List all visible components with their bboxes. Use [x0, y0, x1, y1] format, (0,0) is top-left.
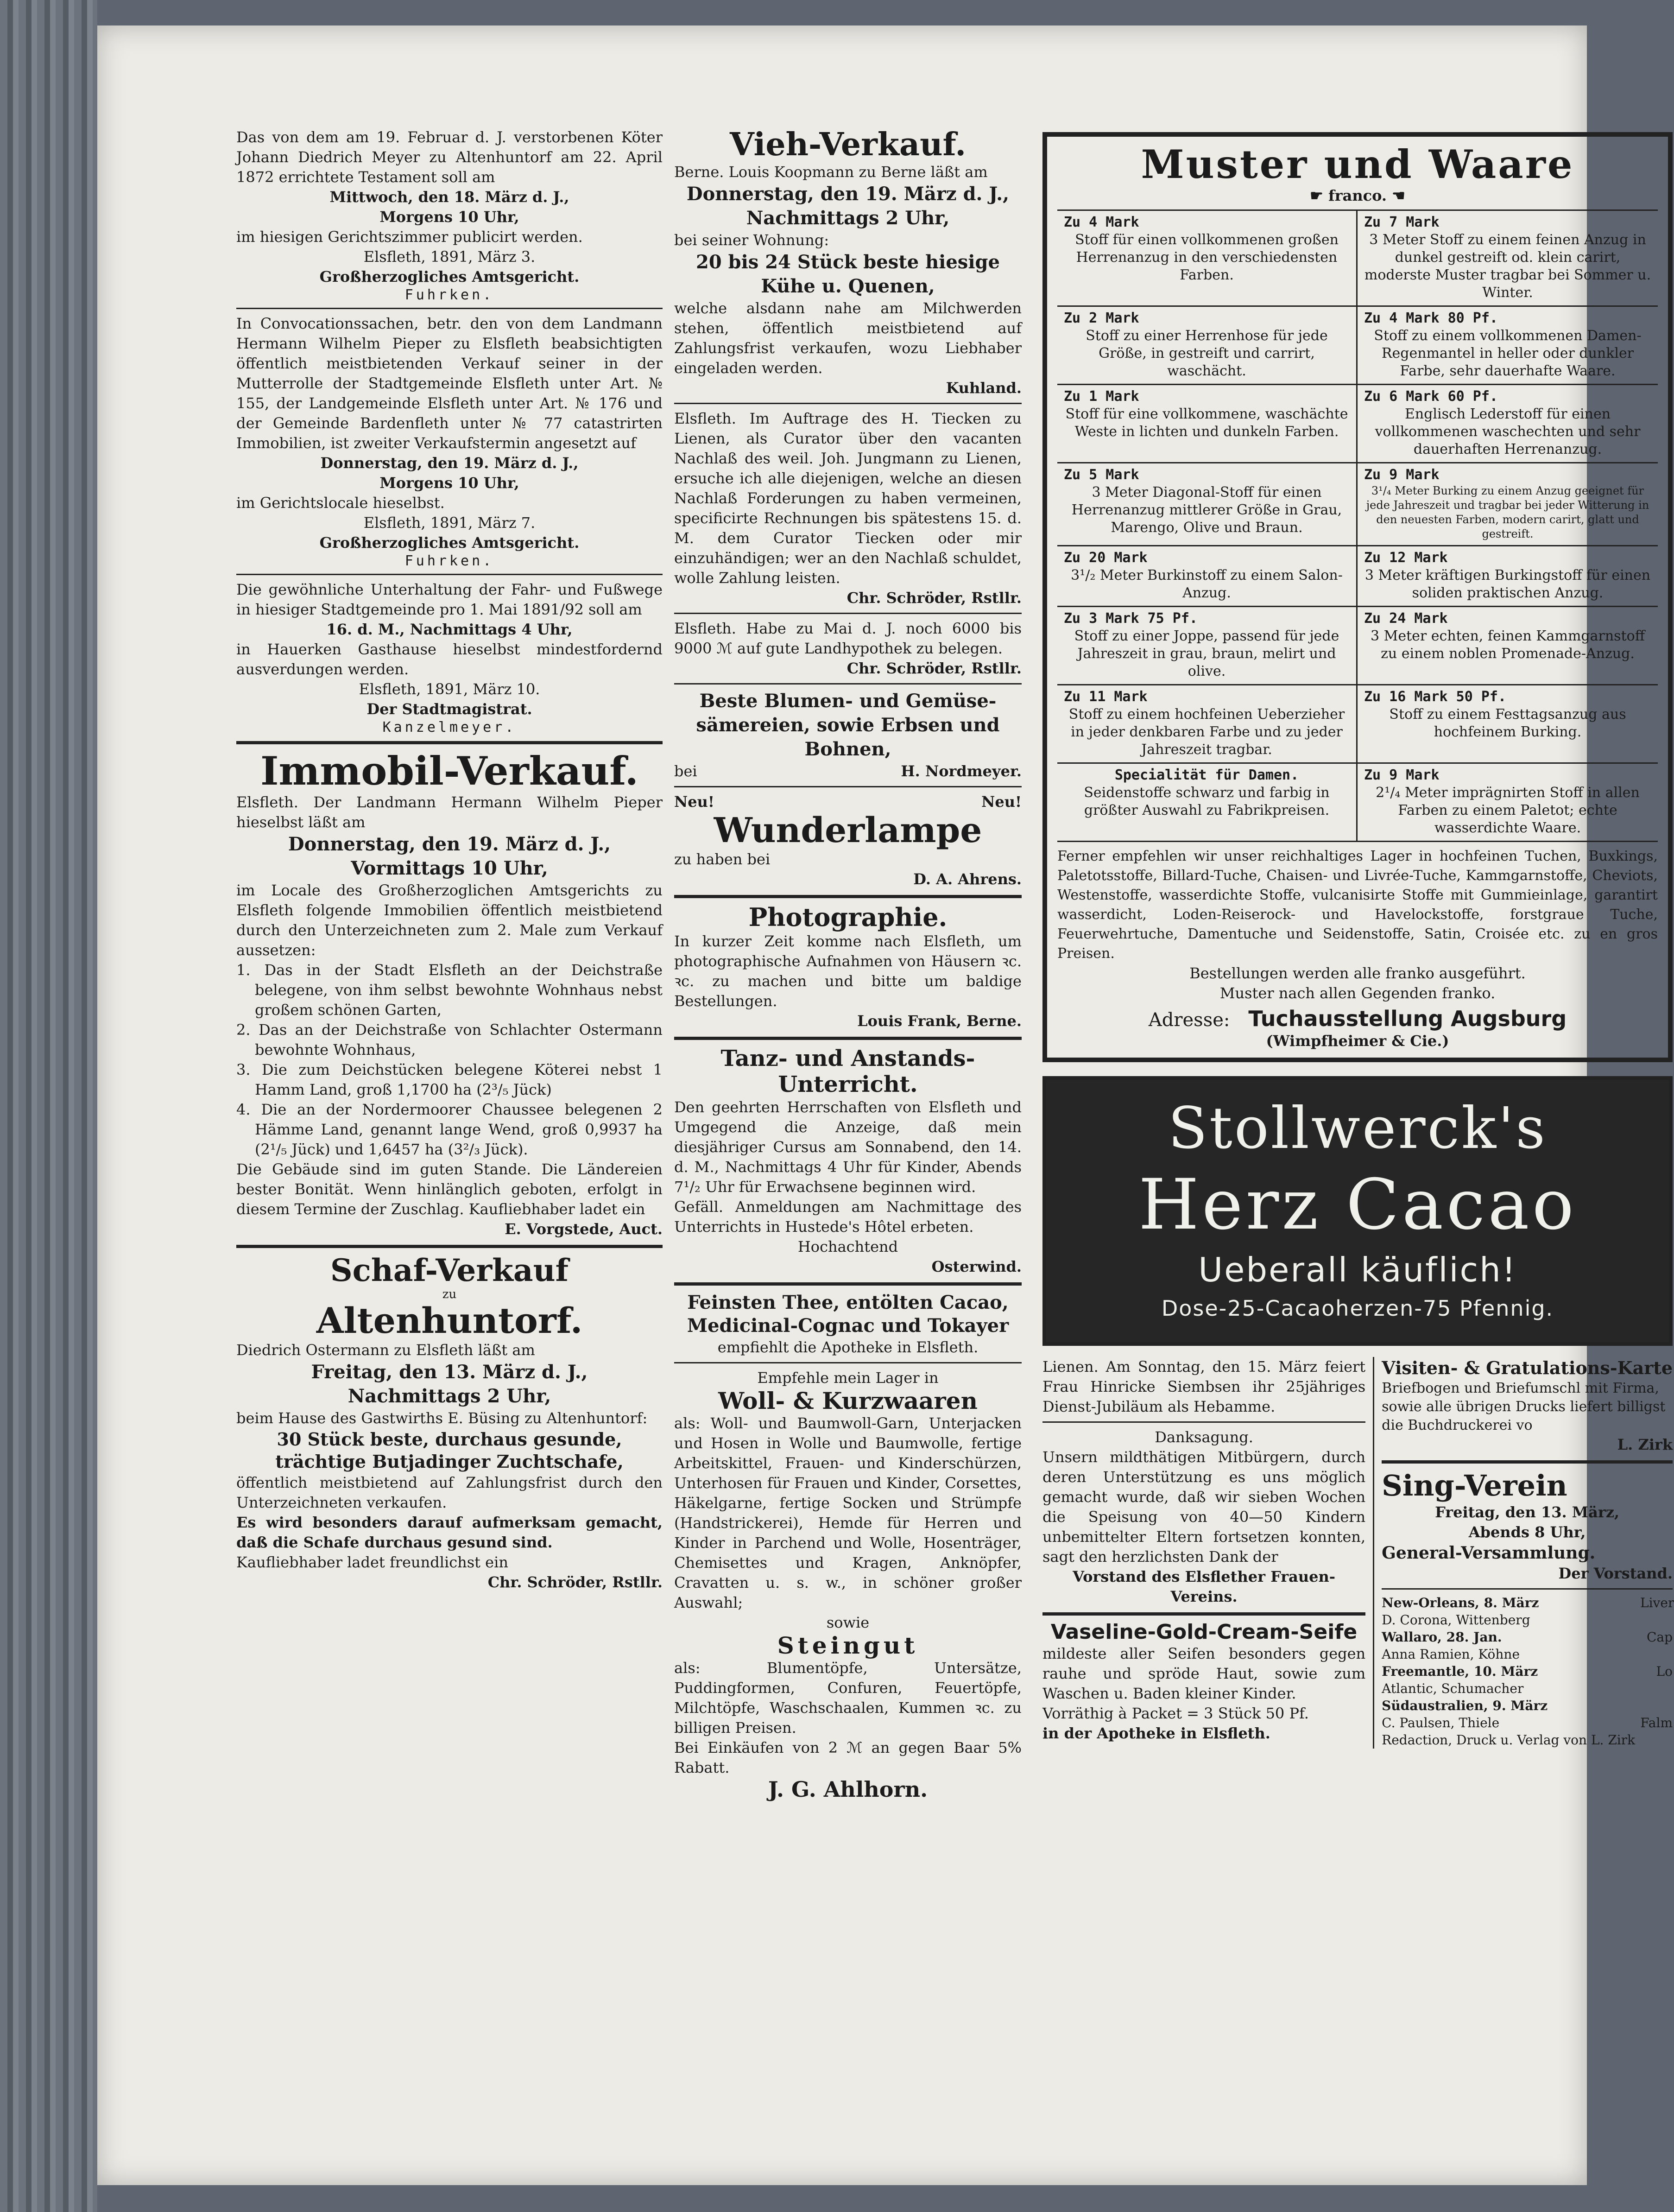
price-desc: 2¹/₄ Meter imprägnirten Stoff in allen Farben zu einem Paletot; echte wasserdichte Waare.: [1376, 785, 1640, 837]
ad-blumen: [674, 689, 1022, 781]
price-cell: [1358, 607, 1658, 685]
ship-entry: Anna Ramien, Köhne: [1382, 1647, 1520, 1662]
price-label: Zu 4 Mark: [1064, 214, 1139, 231]
immobil-item: 3. Die zum Deichstücken belegene Köterei nebst 1 Hamm Land, groß 1,1700 ha (2³/₅ Jück): [236, 1061, 663, 1099]
photo-heading: Photographie.: [748, 902, 948, 932]
roads-text-a: Die gewöhnliche Unterhaltung der Fahr- und Fußwege in hiesiger Stadtgemeinde pro 1. Mai 1891/92 soll am: [236, 581, 663, 618]
price-desc: Stoff für einen vollkommenen großen Herrenanzug in den verschiedensten Farben.: [1075, 232, 1339, 284]
dank-text: Unsern mildthätigen Mitbürgern, durch deren Unterstützung es uns möglich gemacht wurde, daß wir sieben Wochen die Speisung von 40—50 Kindern unbemittelter Eltern fortsetzen konnten, sagt den herzlichsten Dank der: [1042, 1448, 1366, 1566]
visiten-text: Briefbogen und Briefumschl mit Firma, sowie alle übrigen Drucks liefert billigst die Buchdruckerei vo: [1382, 1380, 1666, 1434]
price-desc: Stoff zu einer Joppe, passend für jede Jahreszeit in grau, braun, melirt und olive.: [1074, 628, 1339, 680]
notice-testament: [236, 127, 663, 303]
photo-signature: Louis Frank, Berne.: [857, 1012, 1022, 1030]
visiten-signature: L. Zirk: [1617, 1436, 1673, 1454]
muster-adresse-label: Adresse:: [1148, 1009, 1230, 1031]
convocation-time: Morgens 10 Uhr,: [379, 474, 519, 492]
schaf-heading: Schaf-Verkauf: [330, 1252, 569, 1289]
schaf-time: Nachmittags 2 Uhr,: [347, 1385, 551, 1407]
sing-heading: Sing-Verein: [1382, 1469, 1567, 1503]
price-cell: [1358, 546, 1658, 607]
ad-woll: [674, 1368, 1022, 1801]
tanz-text2: Gefäll. Anmeldungen am Nachmittage des Unterrichts in Hustede's Hôtel erbeten.: [674, 1198, 1022, 1236]
price-label: Zu 12 Mark: [1364, 550, 1448, 566]
roads-office: Der Stadtmagistrat.: [366, 700, 532, 718]
price-label: Zu 7 Mark: [1364, 214, 1440, 231]
immobil-intro: Elsfleth. Der Landmann Hermann Wilhelm Pieper hieselbst läßt am: [236, 793, 663, 831]
ship-dest: Liver: [1640, 1595, 1674, 1611]
ship-dest: Falm: [1640, 1715, 1673, 1731]
stollwerck-line1: Stollwerck's: [1168, 1095, 1547, 1162]
vieh-date: Donnerstag, den 19. März d. J.,: [686, 183, 1010, 205]
price-desc: Englisch Lederstoff für einen vollkommenen waschechten und sehr dauerhaften Herrenanzug.: [1375, 406, 1641, 458]
tanz-regards: Hochachtend: [797, 1237, 898, 1255]
price-cell: [1358, 685, 1658, 764]
price-label: Zu 5 Mark: [1064, 467, 1139, 483]
stollwerck-line3: Ueberall käuflich!: [1198, 1250, 1517, 1290]
divider: [674, 1362, 1022, 1363]
bottom-right: [1374, 1357, 1673, 1749]
lienen-text: Lienen. Am Sonntag, den 15. März feiert Frau Hinricke Siembsen ihr 25jähriges Dienst-Jubiläum als Hebamme.: [1042, 1358, 1366, 1416]
muster-adresse-row: [1057, 1006, 1658, 1031]
divider: [236, 741, 663, 744]
lampe-neu-left: Neu!: [674, 792, 714, 811]
blumen-bei: bei: [674, 762, 697, 780]
muster-adresse: Tuchausstellung Augsburg: [1248, 1006, 1567, 1032]
muster-franco: [1057, 186, 1658, 206]
ship-entry: Freemantle, 10. März: [1382, 1664, 1538, 1680]
vieh-time: Nachmittags 2 Uhr,: [746, 207, 950, 229]
price-desc: 3 Meter kräftigen Burkingstoff für einen soliden praktischen Anzug.: [1364, 567, 1651, 602]
price-cell: [1057, 764, 1358, 842]
schaf-intro: Diedrich Ostermann zu Elsfleth läßt am: [236, 1341, 535, 1359]
blumen-signature: H. Nordmeyer.: [901, 762, 1022, 780]
vieh-heading: Vieh-Verkauf.: [729, 126, 966, 163]
ad-muster-und-waare: [1042, 132, 1673, 1062]
roads-dateline: Elsfleth, 1891, März 10.: [359, 680, 540, 698]
sing-event: General-Versammlung.: [1382, 1543, 1596, 1563]
ship-entry: Südaustralien, 9. März: [1382, 1698, 1548, 1714]
schaf-invite: Kaufliebhaber ladet freundlichst ein: [236, 1553, 508, 1571]
vieh-place: bei seiner Wohnung:: [674, 231, 829, 249]
ship-dest: Lo: [1656, 1664, 1673, 1680]
ship-entry: C. Paulsen, Thiele: [1382, 1715, 1500, 1731]
vaseline-price: Vorräthig à Packet = 3 Stück 50 Pf.: [1042, 1704, 1309, 1722]
muster-franco-text: franco.: [1328, 187, 1387, 205]
price-cell: [1057, 463, 1358, 546]
ship-entry: Atlantic, Schumacher: [1382, 1681, 1524, 1697]
column-2: [674, 127, 1022, 1801]
price-desc: 3 Meter Stoff zu einem feinen Anzug in dunkel gestreift od. klein carirt, moderste Muster tragbar bei Sommer u. Winter.: [1364, 232, 1651, 301]
immobil-date: Donnerstag, den 19. März d. J.,: [288, 833, 611, 856]
pointing-hand-icon: ☚: [1387, 187, 1405, 205]
price-label: Zu 9 Mark: [1364, 767, 1440, 784]
tiecken-signature: Chr. Schröder, Rstllr.: [846, 589, 1022, 607]
price-desc: Stoff zu einem Festtagsanzug aus hochfeinem Burking.: [1389, 706, 1626, 741]
ship-list-cut: [1640, 1594, 1673, 1731]
ad-tanz: [674, 1046, 1022, 1277]
woll-heading2: Steingut: [777, 1631, 919, 1659]
price-desc: Stoff zu einem vollkommenen Damen-Regenmantel in heller oder dunkler Farbe, sehr dauerhafte Waare.: [1374, 328, 1642, 380]
price-label: Zu 2 Mark: [1064, 310, 1139, 327]
price-label: Zu 20 Mark: [1064, 550, 1148, 566]
lampe-neu-row: [674, 792, 1022, 812]
price-cell: [1358, 307, 1658, 385]
price-grid: [1057, 209, 1658, 842]
price-cell: [1057, 685, 1358, 764]
price-label: Zu 1 Mark: [1064, 388, 1139, 405]
bottom-section: [1042, 1357, 1673, 1749]
price-desc: Seidenstoffe schwarz und farbig in größter Auswahl zu Fabrikpreisen.: [1084, 785, 1330, 819]
immobil-item: 4. Die an der Nordermoorer Chaussee belegenen 2 Hämme Land, genannt lange Wend, groß 0,9937 ha (2¹/₅ Jück) und 1,6457 ha (3²/₃ Jück).: [236, 1101, 663, 1159]
vieh-signature: Kuhland.: [946, 379, 1022, 397]
column-1: [236, 127, 663, 1592]
muster-heading: Muster und Waare: [1141, 141, 1574, 187]
woll-text2: als: Blumentöpfe, Untersätze, Puddingformen, Confuren, Feuertöpfe, Milchtöpfe, Waschschaalen, Kummen ꝛc. zu billigen Preisen.: [674, 1659, 1022, 1737]
sing-signature: Der Vorstand.: [1558, 1565, 1673, 1583]
landhypothek-signature: Chr. Schröder, Rstllr.: [846, 659, 1022, 677]
price-desc: 3¹/₂ Meter Burkinstoff zu einem Salon-Anzug.: [1071, 567, 1343, 602]
lampe-neu-right: Neu!: [981, 792, 1022, 811]
testament-time: Morgens 10 Uhr,: [379, 208, 519, 226]
blumen-footer: [674, 761, 1022, 781]
convocation-text: In Convocationssachen, betr. den von dem Landmann Hermann Wilhelm Pieper zu Elsfleth beabsichtigten öffentlich meistbietenden Verkauf seiner in der Mutterrolle der Stadtgemeinde Elsfleth unter Art. № 155, der Landgemeinde Elsfleth unter Art. № 176 und der Gemeinde Bardenfleth unter № 77 catastrirten Immobilien, ist zweiter Verkaufstermin angesetzt auf: [236, 315, 663, 452]
muster-bestellungen: Bestellungen werden alle franko ausgeführt.: [1189, 964, 1526, 982]
notice-landhypothek: [674, 619, 1022, 678]
convocation-place: im Gerichtslocale hieselbst.: [236, 494, 445, 512]
testament-date: Mittwoch, den 18. März d. J.,: [329, 188, 569, 206]
sing-time: Abends 8 Uhr,: [1468, 1523, 1586, 1541]
woll-intro: Empfehle mein Lager in: [757, 1369, 939, 1387]
schaf-location: beim Hause des Gastwirths E. Büsing zu Altenhuntorf:: [236, 1409, 648, 1427]
schaf-text: öffentlich meistbietend auf Zahlungsfrist durch den Unterzeichneten verkaufen.: [236, 1473, 663, 1511]
price-label: Zu 4 Mark 80 Pf.: [1364, 310, 1498, 327]
price-desc: Stoff zu einer Herrenhose für jede Größe, in gestreift und carrirt, waschächt.: [1086, 328, 1328, 380]
ad-vieh: [674, 127, 1022, 398]
vieh-offer: 20 bis 24 Stück beste hiesige Kühe u. Quenen,: [696, 251, 1000, 297]
price-desc: 3 Meter echten, feinen Kammgarnstoff zu einem noblen Promenade-Anzug.: [1370, 628, 1645, 662]
price-desc: 3¹/₄ Meter Burking zu einem Anzug geeignet für jede Jahreszeit und tragbar bei jeder Witterung in den neuesten Farben, modern carirt, glatt und gestreift.: [1366, 484, 1649, 541]
column-3: [1042, 132, 1673, 1749]
roads-date: 16. d. M., Nachmittags 4 Uhr,: [326, 621, 573, 638]
woll-sowie: sowie: [826, 1613, 870, 1631]
immobil-item: 2. Das an der Deichstraße von Schlachter Ostermann bewohnte Wohnhaus,: [236, 1021, 663, 1059]
landhypothek-text: Elsfleth. Habe zu Mai d. J. noch 6000 bis 9000 ℳ auf gute Landhypothek zu belegen.: [674, 619, 1022, 657]
price-label: Zu 24 Mark: [1364, 610, 1448, 627]
vieh-text: welche alsdann nahe am Milchwerden stehen, öffentlich meistbietend auf Zahlungsfrist verkaufen, wozu Liebhaber eingeladen werden.: [674, 299, 1022, 377]
photo-text: In kurzer Zeit komme nach Elsfleth, um photographische Aufnahmen von Häusern ꝛc. ꝛc. zu machen und bitte um baldige Bestellungen.: [674, 932, 1022, 1010]
schaf-zu: zu: [442, 1287, 457, 1301]
ship-dest: Cap: [1646, 1629, 1673, 1645]
price-cell: [1358, 211, 1658, 307]
muster-note: Muster nach allen Gegenden franko.: [1219, 984, 1496, 1002]
ship-entry: New-Orleans, 8. März: [1382, 1595, 1539, 1611]
immobil-time: Vormittags 10 Uhr,: [351, 857, 548, 880]
price-label: Zu 3 Mark 75 Pf.: [1064, 610, 1198, 627]
price-cell: [1057, 307, 1358, 385]
convocation-date: Donnerstag, den 19. März d. J.,: [320, 454, 579, 472]
tiecken-text: Elsfleth. Im Auftrage des H. Tiecken zu Lienen, als Curator über den vacanten Nachlaß des weil. Joh. Jungmann zu Lienen, ersuche ich alle diejenigen, welche an diesen Nachlaß Forderungen zu haben vermeinen, specificirte Rechnungen bis spätestens 15. d. M. dem Curator Tiecken oder mir einzuhändigen; wer an den Nachlaß schuldet, wolle Zahlung leisten.: [674, 409, 1022, 587]
ship-list-main: [1382, 1594, 1640, 1731]
price-cell: [1358, 764, 1658, 842]
schaf-offer: 30 Stück beste, durchaus gesunde, trächtige Butjadinger Zuchtschafe,: [275, 1428, 624, 1472]
convocation-signature: Fuhrken.: [404, 553, 494, 569]
divider: [1042, 1421, 1365, 1423]
divider: [236, 1245, 663, 1248]
notice-convocation: [236, 314, 663, 569]
dank-signature: Vorstand des Elsflether Frauen-Vereins.: [1073, 1568, 1335, 1606]
immobil-heading: Immobil-Verkauf.: [260, 748, 638, 794]
imprint: Redaction, Druck u. Verlag von L. Zirk: [1382, 1732, 1636, 1748]
divider: [674, 683, 1022, 685]
divider: [1382, 1588, 1673, 1590]
divider: [1382, 1460, 1673, 1464]
testament-court: Großherzogliches Amtsgericht.: [319, 268, 580, 285]
book-binding: [0, 0, 97, 2212]
muster-firm: (Wimpfheimer & Cie.): [1266, 1032, 1449, 1050]
price-label: Zu 6 Mark 60 Pf.: [1364, 388, 1498, 405]
price-label: Zu 11 Mark: [1064, 689, 1148, 705]
woll-text: als: Woll- und Baumwoll-Garn, Unterjacken und Hosen in Wolle und Baumwolle, fertige Arbeitskittel, Frauen- und Kinderschürzen, Unterhosen für Frauen und Kinder, Corsettes, Häkelgarne, fertige Socken und Strümpfe (Handstrickerei), Hemde für Herren und Kinder in Parchend und Wolle, Hosenträger, Chemisettes und Kragen, Anknöpfer, Cravatten u. s. w., in schöner großer Auswahl;: [674, 1414, 1022, 1611]
ship-entry: Wallaro, 28. Jan.: [1382, 1629, 1502, 1645]
vaseline-heading: Vaseline-Gold-Cream-Seife: [1050, 1620, 1358, 1644]
roads-text-b: in Hauerken Gasthause hieselbst mindestfordernd ausverdungen werden.: [236, 640, 663, 678]
price-desc: Stoff zu einem hochfeinen Ueberzieher in jeder denkbaren Farbe und zu jeder Jahreszeit tragbar.: [1068, 706, 1345, 758]
ad-schaf: [236, 1254, 663, 1592]
woll-heading: Woll- & Kurzwaaren: [718, 1387, 978, 1414]
visiten-heading: Visiten- & Gratulations-Karte: [1382, 1357, 1673, 1379]
thee-line1: Feinsten Thee, entölten Cacao,: [687, 1291, 1009, 1313]
price-cell: [1057, 385, 1358, 463]
woll-signature: J. G. Ahlhorn.: [768, 1776, 928, 1802]
immobil-signature: E. Vorgstede, Auct.: [505, 1220, 663, 1238]
muster-lager: Ferner empfehlen wir unser reichhaltiges Lager in hochfeinen Tuchen, Buxkings, Paletotsstoffe, Billard-Tuche, Chaisen- und Livrée-Tuche, Kammgarnstoffe, Cheviots, Westenstoffe, wasserdichte Stoffe, vulcanisirte Stoffe mit Gummieinlage, garantirt wasserdicht, Loden-Reiserock- und Havelockstoffe, forstgraue Tuche, Feuerwehrtuche, Damentuche und Seidenstoffe, Satin, Croisée etc. zu en gros Preisen.: [1057, 848, 1658, 962]
price-cell: [1057, 211, 1358, 307]
ad-thee: [674, 1291, 1022, 1357]
schaf-place: Altenhuntorf.: [316, 1299, 583, 1341]
divider: [1042, 1612, 1365, 1616]
thee-line2: Medicinal-Cognac und Tokayer: [687, 1314, 1009, 1337]
immobil-text: im Locale des Großherzoglichen Amtsgerichts zu Elsfleth folgende Immobilien öffentlich meistbietend durch den Unterzeichneten zum 2. Male zum Verkauf aussetzen:: [236, 881, 663, 959]
blumen-heading: Beste Blumen- und Gemüse-sämereien, sowie Erbsen und Bohnen,: [696, 690, 1000, 760]
price-label: Zu 9 Mark: [1364, 467, 1440, 483]
price-cell: [1057, 607, 1358, 685]
price-desc: 3 Meter Diagonal-Stoff für einen Herrenanzug mittlerer Größe in Grau, Marengo, Olive und Braun.: [1071, 484, 1342, 536]
ad-stollwerck: [1042, 1076, 1673, 1346]
roads-signature: Kanzelmeyer.: [382, 719, 517, 735]
immobil-item: 1. Das in der Stadt Elsfleth an der Deichstraße belegene, von ihm selbst bewohnte Wohnhaus nebst großem schönen Garten,: [236, 961, 663, 1019]
notice-roads: [236, 580, 663, 735]
divider: [674, 786, 1022, 787]
ad-photographie: [674, 904, 1022, 1031]
ship-list: [1382, 1594, 1673, 1731]
divider: [674, 403, 1022, 404]
thee-line3: empfiehlt die Apotheke in Elsfleth.: [717, 1338, 979, 1356]
divider: [674, 895, 1022, 898]
lampe-text: zu haben bei: [674, 850, 771, 868]
divider: [674, 1037, 1022, 1040]
schaf-signature: Chr. Schröder, Rstllr.: [487, 1573, 663, 1591]
vieh-intro: Berne. Louis Koopmann zu Berne läßt am: [674, 163, 988, 181]
price-label: Specialität für Damen.: [1114, 767, 1299, 784]
ad-immobil: [236, 750, 663, 1239]
schaf-date: Freitag, den 13. März d. J.,: [311, 1361, 588, 1383]
vaseline-where: in der Apotheke in Elsfleth.: [1042, 1724, 1270, 1742]
testament-text: Das von dem am 19. Februar d. J. verstorbenen Köter Johann Diedrich Meyer zu Altenhuntorf am 22. April 1872 errichtete Testament soll am: [236, 128, 663, 186]
stollwerck-line2: Herz Cacao: [1138, 1165, 1577, 1246]
notice-tiecken: [674, 409, 1022, 608]
price-cell: [1057, 546, 1358, 607]
tanz-signature: Osterwind.: [931, 1257, 1022, 1275]
vaseline-text: mildeste aller Seifen besonders gegen rauhe und spröde Haut, sowie zum Waschen u. Baden kleiner Kinder.: [1042, 1644, 1366, 1702]
convocation-dateline: Elsfleth, 1891, März 7.: [363, 514, 536, 532]
price-cell: [1358, 385, 1658, 463]
lampe-signature: D. A. Ahrens.: [913, 870, 1022, 888]
testament-signature: Fuhrken.: [404, 287, 494, 303]
testament-dateline: Elsfleth, 1891, März 3.: [363, 248, 536, 266]
tanz-text: Den geehrten Herrschaften von Elsfleth und Umgegend die Anzeige, daß mein diesjähriger Cursus am Sonnabend, den 14. d. M., Nachmittags 4 Uhr für Kinder, Abends 7¹/₂ Uhr für Erwachsene beginnen wird.: [674, 1098, 1022, 1196]
price-desc: Stoff für eine vollkommene, waschächte Weste in lichten und dunkeln Farben.: [1065, 406, 1348, 440]
pointing-hand-icon: ☛: [1310, 187, 1328, 205]
divider: [236, 574, 663, 575]
ship-entry: D. Corona, Wittenberg: [1382, 1612, 1530, 1628]
price-cell: [1358, 463, 1658, 546]
stollwerck-line4: Dose-25-Cacaoherzen-75 Pfennig.: [1161, 1296, 1554, 1321]
price-label: Zu 16 Mark 50 Pf.: [1364, 689, 1507, 705]
sing-date: Freitag, den 13. März,: [1435, 1503, 1620, 1521]
lampe-heading: Wunderlampe: [714, 810, 982, 850]
dank-heading: Danksagung.: [1155, 1428, 1253, 1446]
newspaper-page: [97, 25, 1674, 2185]
schaf-note: Es wird besonders darauf aufmerksam gemacht, daß die Schafe durchaus gesund sind.: [236, 1513, 663, 1551]
bottom-left: [1042, 1357, 1374, 1749]
divider: [674, 613, 1022, 614]
tanz-heading: Tanz- und Anstands-Unterricht.: [720, 1045, 975, 1097]
divider: [236, 308, 663, 309]
woll-text3: Bei Einkäufen von 2 ℳ an gegen Baar 5% Rabatt.: [674, 1738, 1022, 1776]
immobil-outro: Die Gebäude sind im guten Stande. Die Ländereien bester Bonität. Wenn hinlänglich geboten, erfolgt in diesem Termine der Zuschlag. Kaufliebhaber ladet ein: [236, 1160, 663, 1218]
divider: [674, 1282, 1022, 1286]
ad-wunderlampe: [674, 792, 1022, 889]
testament-place: im hiesigen Gerichtszimmer publicirt werden.: [236, 228, 583, 246]
convocation-court: Großherzogliches Amtsgericht.: [319, 534, 580, 551]
